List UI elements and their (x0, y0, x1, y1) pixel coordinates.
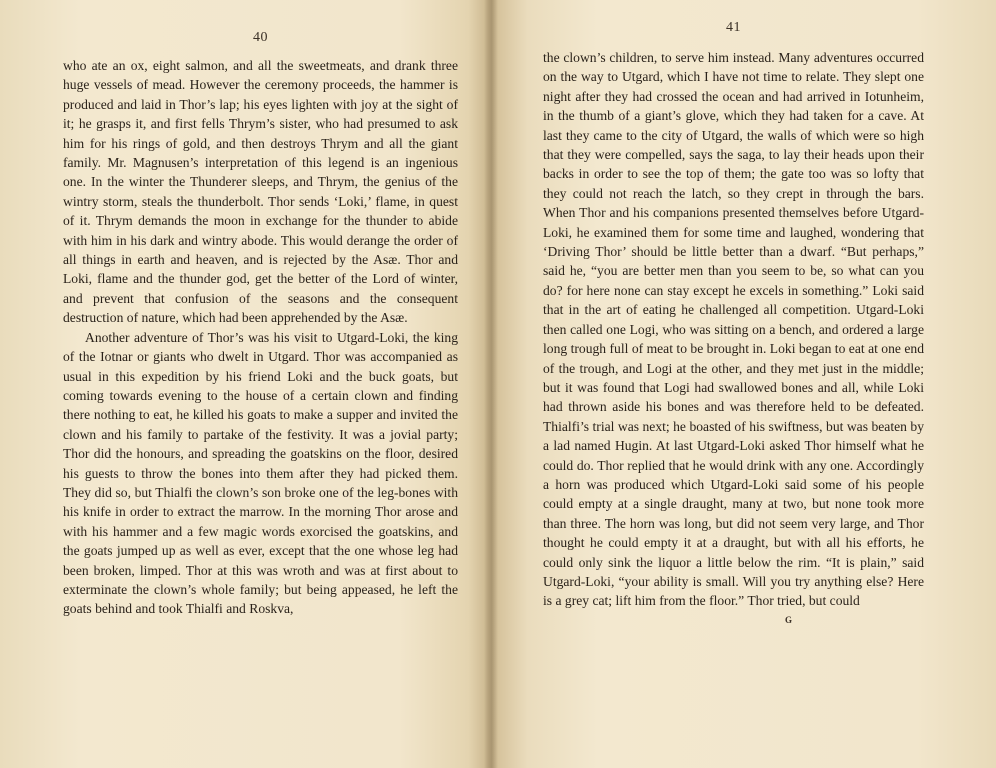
right-page-text (543, 48, 924, 611)
right-page (498, 0, 996, 768)
left-page-text (63, 56, 458, 619)
paragraph: the clown’s children, to serve him instead. Many adventures occurred on the way to Utgard, which I have not time to relate. They slept one night after they had crossed the ocean and had arrived in Iotunheim, in the thumb of a giant’s glove, which they had taken for a cave. At last they came to the city of Utgard, the walls of which were so high that they were compelled, says the saga, to lay their heads upon their backs in order to see the top of them; the gate too was so lofty that they could not reach the latch, so they crept in through the bars. When Thor and his companions presented themselves before Utgard-Loki, he examined them for some time and laughed, wondering that ‘Driving Thor’ should be little better than a dwarf. “But perhaps,” said he, “you are better men than you seem to be, so what can you do? for here none can stay except he excels in something.” Loki said that in the art of eating he challenged all competition. Utgard-Loki then called one Logi, who was sitting on a bench, and ordered a large long trough full of meat to be brought in. Loki began to eat at one end of the trough, and Logi at the other, and they met just in the middle; but it was found that Logi had swallowed bones and all, while Loki had thrown aside his bones and was therefore held to be defeated. Thialfi’s trial was next; he boasted of his swiftness, but was beaten by a lad named Hugin. At last Utgard-Loki asked Thor himself what he could do. Thor replied that he would drink with any one. Accordingly a horn was produced which Utgard-Loki said some of his people could empty at a single draught, many at two, but none took more than three. The horn was long, but did not seem very large, and Thor thought he could empty it at a draught, but with all his efforts, he could only sink the liquor a little below the rim. “It is plain,” said Utgard-Loki, “your ability is small. Will you try anything else? Here is a grey cat; lift him from the floor.” Thor tried, but could (543, 50, 924, 609)
paragraph: Another adventure of Thor’s was his visit to Utgard-Loki, the king of the Iotnar or giants who dwelt in Utgard. Thor was accompanied as usual in this expedition by his friend Loki and the buck goats, but coming towards evening to the house of a certain clown and finding there nothing to eat, he killed his goats to make a supper and invited the clown and his family to partake of the festivity. It was a jovial party; Thor did the honours, and spreading the goatskins on the floor, desired his guests to throw the bones into them after they had picked them. They did so, but Thialfi the clown’s son broke one of the leg-bones with his knife in order to extract the marrow. In the morning Thor arose and with his hammer and a few magic words exorcised the goatskins, and the goats jumped up as well as ever, except that the one whose leg had been broken, limped. Thor at this was wroth and was at first about to exterminate the clown’s whole family; but being appeased, he left the goats behind and took Thialfi and Roskva, (63, 329, 458, 617)
paragraph: who ate an ox, eight salmon, and all the sweetmeats, and drank three huge vessels of mead. However the ceremony proceeds, the hammer is produced and laid in Thor’s lap; his eyes lighten with joy at the sight of it; he grasps it, and first fells Thrym’s sister, who had presumed to ask him for his rings of gold, and then destroys Thrym and all the giant family. Mr. Magnusen’s interpretation of this legend is an ingenious one. In the winter the Thunderer sleeps, and Thrym, the genius of the wintry storm, steals the thunderbolt. Thor sends ‘Loki,’ flame, in quest of it. Thrym demands the moon in exchange for the thunder to abide with him in his dark and wintry abode. This would derange the order of all things in earth and heaven, and is rejected by the Asæ. Thor and Loki, flame and the thunder god, get the better of the Lord of winter, and prevent that confusion of the seasons and the consequent destruction of nature, which had been apprehended by the Asæ. (63, 58, 458, 326)
page-number: 41 (726, 20, 741, 35)
page-number: 40 (253, 30, 268, 45)
signature-mark: G (784, 614, 792, 625)
